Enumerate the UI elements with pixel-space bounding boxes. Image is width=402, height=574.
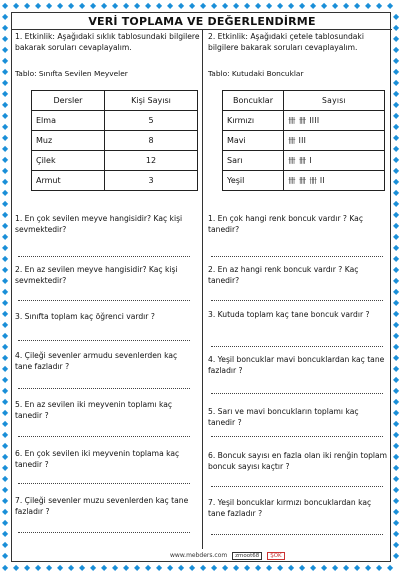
border-ornament-icon: ◆ bbox=[101, 1, 108, 10]
border-ornament-icon: ◆ bbox=[299, 1, 306, 10]
table-cell: Çilek bbox=[32, 151, 105, 171]
border-ornament-icon: ◆ bbox=[2, 441, 9, 450]
border-ornament-icon: ◆ bbox=[123, 563, 130, 572]
table-row bbox=[223, 131, 385, 151]
border-ornament-icon: ◆ bbox=[393, 89, 400, 98]
tally-marks: 卌 卌 IIII bbox=[284, 111, 385, 131]
border-ornament-icon: ◆ bbox=[233, 563, 240, 572]
border-ornament-icon: ◆ bbox=[57, 563, 64, 572]
question-left-4: 4. Çileği sevenler armudu sevenlerden kaç tane fazladır ? bbox=[15, 351, 178, 371]
table-2-caption: Tablo: Kutudaki Boncuklar bbox=[208, 69, 304, 78]
border-ornament-icon: ◆ bbox=[156, 1, 163, 10]
border-ornament-icon: ◆ bbox=[393, 331, 400, 340]
border-ornament-icon: ◆ bbox=[288, 563, 295, 572]
border-ornament-icon: ◆ bbox=[266, 563, 273, 572]
border-ornament-icon: ◆ bbox=[393, 34, 400, 43]
border-ornament-icon: ◆ bbox=[2, 177, 9, 186]
border-ornament-icon: ◆ bbox=[2, 551, 9, 560]
border-ornament-icon: ◆ bbox=[211, 563, 218, 572]
question-left-3: 3. Sınıfta toplam kaç öğrenci vardır ? bbox=[15, 312, 155, 321]
table-cell: Sarı bbox=[223, 151, 284, 171]
border-ornament-icon: ◆ bbox=[393, 144, 400, 153]
border-ornament-icon: ◆ bbox=[2, 331, 9, 340]
question-left-2: 2. En az sevilen meyve hangisidir? Kaç kişi sevmektedir? bbox=[15, 265, 178, 285]
border-ornament-icon: ◆ bbox=[2, 419, 9, 428]
question-right-6: 6. Boncuk sayısı en fazla olan iki renğin toplam boncuk sayısı kaçtır ? bbox=[208, 451, 388, 471]
border-ornament-icon: ◆ bbox=[90, 1, 97, 10]
border-ornament-icon: ◆ bbox=[79, 563, 86, 572]
border-ornament-icon: ◆ bbox=[2, 232, 9, 241]
border-ornament-icon: ◆ bbox=[13, 1, 20, 10]
right-column bbox=[208, 31, 394, 191]
border-ornament-icon: ◆ bbox=[376, 1, 383, 10]
border-ornament-icon: ◆ bbox=[112, 1, 119, 10]
table-cell: 3 bbox=[105, 171, 198, 191]
border-ornament-icon: ◆ bbox=[277, 1, 284, 10]
border-ornament-icon: ◆ bbox=[2, 529, 9, 538]
table-1-caption: Tablo: Sınıfta Sevilen Meyveler bbox=[15, 69, 128, 78]
border-ornament-icon: ◆ bbox=[393, 309, 400, 318]
border-ornament-icon: ◆ bbox=[2, 276, 9, 285]
question-right-1: 1. En çok hangi renk boncuk vardır ? Kaç tanedir? bbox=[208, 214, 363, 234]
answer-line[interactable] bbox=[211, 436, 383, 437]
table-cell: 12 bbox=[105, 151, 198, 171]
border-ornament-icon: ◆ bbox=[393, 496, 400, 505]
border-ornament-icon: ◆ bbox=[35, 563, 42, 572]
question-right-5: 5. Sarı ve mavi boncukların toplamı kaç tanedir ? bbox=[208, 407, 359, 427]
question-right-7: 7. Yeşil boncuklar kırmızı boncuklardan kaç tane fazladır ? bbox=[208, 498, 372, 518]
border-ornament-icon: ◆ bbox=[79, 1, 86, 10]
border-ornament-icon: ◆ bbox=[393, 551, 400, 560]
border-ornament-icon: ◆ bbox=[393, 342, 400, 351]
fruit-frequency-table bbox=[31, 90, 198, 191]
border-ornament-icon: ◆ bbox=[2, 496, 9, 505]
border-ornament-icon: ◆ bbox=[145, 1, 152, 10]
border-ornament-icon: ◆ bbox=[2, 309, 9, 318]
border-ornament-icon: ◆ bbox=[2, 166, 9, 175]
table-cell: 8 bbox=[105, 131, 198, 151]
table-header: Boncuklar bbox=[223, 91, 284, 111]
border-ornament-icon: ◆ bbox=[2, 78, 9, 87]
border-ornament-icon: ◆ bbox=[393, 441, 400, 450]
border-ornament-icon: ◆ bbox=[46, 563, 53, 572]
border-ornament-icon: ◆ bbox=[393, 485, 400, 494]
border-ornament-icon: ◆ bbox=[2, 386, 9, 395]
border-ornament-icon: ◆ bbox=[2, 507, 9, 516]
table-row bbox=[223, 171, 385, 191]
answer-line[interactable] bbox=[18, 388, 190, 389]
border-ornament-icon: ◆ bbox=[365, 1, 372, 10]
border-ornament-icon: ◆ bbox=[393, 56, 400, 65]
border-ornament-icon: ◆ bbox=[393, 188, 400, 197]
table-row bbox=[32, 151, 198, 171]
border-ornament-icon: ◆ bbox=[167, 1, 174, 10]
border-ornament-icon: ◆ bbox=[393, 254, 400, 263]
border-ornament-icon: ◆ bbox=[2, 397, 9, 406]
border-ornament-icon: ◆ bbox=[393, 199, 400, 208]
border-ornament-icon: ◆ bbox=[90, 563, 97, 572]
border-ornament-icon: ◆ bbox=[376, 563, 383, 572]
tally-marks: 卌 III bbox=[284, 131, 385, 151]
border-ornament-icon: ◆ bbox=[178, 563, 185, 572]
border-ornament-icon: ◆ bbox=[387, 1, 394, 10]
border-ornament-icon: ◆ bbox=[167, 563, 174, 572]
border-ornament-icon: ◆ bbox=[2, 563, 9, 572]
answer-line[interactable] bbox=[18, 532, 190, 533]
border-ornament-icon: ◆ bbox=[2, 1, 9, 10]
border-ornament-icon: ◆ bbox=[2, 210, 9, 219]
tally-marks: 卌 卌 卌 II bbox=[284, 171, 385, 191]
border-ornament-icon: ◆ bbox=[343, 563, 350, 572]
border-ornament-icon: ◆ bbox=[393, 353, 400, 362]
border-ornament-icon: ◆ bbox=[2, 320, 9, 329]
border-ornament-icon: ◆ bbox=[2, 23, 9, 32]
column-divider bbox=[202, 29, 203, 549]
border-ornament-icon: ◆ bbox=[393, 408, 400, 417]
table-cell: Armut bbox=[32, 171, 105, 191]
border-ornament-icon: ◆ bbox=[393, 265, 400, 274]
table-header-row bbox=[223, 91, 385, 111]
table-cell: Muz bbox=[32, 131, 105, 151]
border-ornament-icon: ◆ bbox=[13, 563, 20, 572]
border-ornament-icon: ◆ bbox=[123, 1, 130, 10]
border-ornament-icon: ◆ bbox=[393, 177, 400, 186]
border-ornament-icon: ◆ bbox=[2, 474, 9, 483]
border-ornament-icon: ◆ bbox=[393, 45, 400, 54]
border-ornament-icon: ◆ bbox=[2, 254, 9, 263]
border-ornament-icon: ◆ bbox=[101, 563, 108, 572]
border-ornament-icon: ◆ bbox=[2, 122, 9, 131]
answer-line[interactable] bbox=[211, 534, 383, 535]
border-ornament-icon: ◆ bbox=[2, 353, 9, 362]
border-ornament-icon: ◆ bbox=[200, 1, 207, 10]
table-header: Kişi Sayısı bbox=[105, 91, 198, 111]
border-ornament-icon: ◆ bbox=[244, 563, 251, 572]
border-ornament-icon: ◆ bbox=[393, 221, 400, 230]
border-ornament-icon: ◆ bbox=[299, 563, 306, 572]
bead-tally-table bbox=[222, 90, 385, 191]
border-ornament-icon: ◆ bbox=[393, 452, 400, 461]
border-ornament-icon: ◆ bbox=[2, 199, 9, 208]
border-ornament-icon: ◆ bbox=[233, 1, 240, 10]
border-ornament-icon: ◆ bbox=[354, 1, 361, 10]
answer-line[interactable] bbox=[18, 256, 190, 257]
table-row bbox=[223, 151, 385, 171]
answer-line[interactable] bbox=[211, 256, 383, 257]
border-ornament-icon: ◆ bbox=[393, 386, 400, 395]
border-ornament-icon: ◆ bbox=[2, 144, 9, 153]
border-ornament-icon: ◆ bbox=[255, 1, 262, 10]
activity-1-intro: 1. Etkinlik: Aşağıdaki sıklık tablosundaki bilgilere bakarak soruları cevaplayalım. bbox=[15, 32, 200, 52]
question-left-1: 1. En çok sevilen meyve hangisidir? Kaç kişi sevmektedir? bbox=[15, 214, 183, 234]
border-ornament-icon: ◆ bbox=[2, 364, 9, 373]
answer-line[interactable] bbox=[211, 300, 383, 301]
border-ornament-icon: ◆ bbox=[68, 1, 75, 10]
border-ornament-icon: ◆ bbox=[2, 67, 9, 76]
footer-site[interactable]: www.mebders.com bbox=[170, 552, 228, 559]
tally-marks: 卌 卌 I bbox=[284, 151, 385, 171]
border-ornament-icon: ◆ bbox=[244, 1, 251, 10]
border-ornament-icon: ◆ bbox=[134, 1, 141, 10]
border-ornament-icon: ◆ bbox=[393, 540, 400, 549]
border-ornament-icon: ◆ bbox=[2, 34, 9, 43]
border-ornament-icon: ◆ bbox=[365, 563, 372, 572]
border-ornament-icon: ◆ bbox=[354, 563, 361, 572]
answer-line[interactable] bbox=[18, 300, 190, 301]
table-cell: 5 bbox=[105, 111, 198, 131]
answer-line[interactable] bbox=[18, 436, 190, 437]
question-right-4: 4. Yeşil boncuklar mavi boncuklardan kaç tane fazladır ? bbox=[208, 355, 385, 375]
border-ornament-icon: ◆ bbox=[2, 56, 9, 65]
border-ornament-icon: ◆ bbox=[393, 287, 400, 296]
border-ornament-icon: ◆ bbox=[2, 188, 9, 197]
table-row bbox=[223, 111, 385, 131]
border-ornament-icon: ◆ bbox=[46, 1, 53, 10]
answer-line[interactable] bbox=[211, 486, 383, 487]
table-header: Dersler bbox=[32, 91, 105, 111]
border-ornament-icon: ◆ bbox=[393, 364, 400, 373]
border-ornament-icon: ◆ bbox=[393, 23, 400, 32]
border-ornament-icon: ◆ bbox=[2, 430, 9, 439]
border-ornament-icon: ◆ bbox=[2, 518, 9, 527]
border-ornament-icon: ◆ bbox=[393, 298, 400, 307]
left-column bbox=[15, 31, 201, 191]
question-right-3: 3. Kutuda toplam kaç tane boncuk vardır ? bbox=[208, 310, 370, 319]
border-ornament-icon: ◆ bbox=[393, 430, 400, 439]
border-ornament-icon: ◆ bbox=[112, 563, 119, 572]
border-ornament-icon: ◆ bbox=[24, 1, 31, 10]
answer-line[interactable] bbox=[211, 393, 383, 394]
border-ornament-icon: ◆ bbox=[2, 408, 9, 417]
border-ornament-icon: ◆ bbox=[393, 210, 400, 219]
border-ornament-icon: ◆ bbox=[393, 166, 400, 175]
table-row bbox=[32, 171, 198, 191]
border-ornament-icon: ◆ bbox=[2, 155, 9, 164]
border-ornament-icon: ◆ bbox=[2, 100, 9, 109]
border-ornament-icon: ◆ bbox=[255, 563, 262, 572]
border-ornament-icon: ◆ bbox=[2, 89, 9, 98]
table-cell: Kırmızı bbox=[223, 111, 284, 131]
border-ornament-icon: ◆ bbox=[393, 133, 400, 142]
border-ornament-icon: ◆ bbox=[393, 507, 400, 516]
footer-logo: ŞÖK bbox=[267, 552, 284, 560]
border-ornament-icon: ◆ bbox=[393, 474, 400, 483]
table-cell: Mavi bbox=[223, 131, 284, 151]
border-ornament-icon: ◆ bbox=[134, 563, 141, 572]
question-right-2: 2. En az hangi renk boncuk vardır ? Kaç tanedir? bbox=[208, 265, 359, 285]
border-ornament-icon: ◆ bbox=[2, 133, 9, 142]
border-ornament-icon: ◆ bbox=[2, 45, 9, 54]
border-ornament-icon: ◆ bbox=[393, 155, 400, 164]
border-ornament-icon: ◆ bbox=[393, 67, 400, 76]
border-ornament-icon: ◆ bbox=[393, 78, 400, 87]
border-ornament-icon: ◆ bbox=[288, 1, 295, 10]
table-row bbox=[32, 111, 198, 131]
border-ornament-icon: ◆ bbox=[321, 1, 328, 10]
answer-line[interactable] bbox=[18, 483, 190, 484]
border-ornament-icon: ◆ bbox=[145, 563, 152, 572]
border-ornament-icon: ◆ bbox=[393, 419, 400, 428]
border-ornament-icon: ◆ bbox=[178, 1, 185, 10]
footer bbox=[170, 552, 285, 560]
table-header-row bbox=[32, 91, 198, 111]
border-ornament-icon: ◆ bbox=[277, 563, 284, 572]
border-ornament-icon: ◆ bbox=[393, 276, 400, 285]
border-ornament-icon: ◆ bbox=[2, 243, 9, 252]
border-ornament-icon: ◆ bbox=[393, 529, 400, 538]
border-ornament-icon: ◆ bbox=[2, 375, 9, 384]
border-ornament-icon: ◆ bbox=[2, 452, 9, 461]
border-ornament-icon: ◆ bbox=[189, 563, 196, 572]
page-title: VERİ TOPLAMA VE DEĞERLENDİRME bbox=[88, 15, 316, 28]
border-ornament-icon: ◆ bbox=[2, 221, 9, 230]
border-ornament-icon: ◆ bbox=[332, 563, 339, 572]
border-ornament-icon: ◆ bbox=[2, 12, 9, 21]
border-ornament-icon: ◆ bbox=[266, 1, 273, 10]
table-header: Sayısı bbox=[284, 91, 385, 111]
border-ornament-icon: ◆ bbox=[2, 265, 9, 274]
border-ornament-icon: ◆ bbox=[35, 1, 42, 10]
border-ornament-icon: ◆ bbox=[393, 232, 400, 241]
answer-line[interactable] bbox=[18, 340, 190, 341]
border-ornament-icon: ◆ bbox=[2, 342, 9, 351]
border-ornament-icon: ◆ bbox=[393, 397, 400, 406]
border-ornament-icon: ◆ bbox=[393, 12, 400, 21]
table-cell: Yeşil bbox=[223, 171, 284, 191]
border-ornament-icon: ◆ bbox=[321, 563, 328, 572]
border-ornament-icon: ◆ bbox=[200, 563, 207, 572]
border-ornament-icon: ◆ bbox=[393, 320, 400, 329]
border-ornament-icon: ◆ bbox=[222, 563, 229, 572]
border-ornament-icon: ◆ bbox=[2, 111, 9, 120]
border-ornament-icon: ◆ bbox=[156, 563, 163, 572]
table-row bbox=[32, 131, 198, 151]
border-ornament-icon: ◆ bbox=[189, 1, 196, 10]
border-ornament-icon: ◆ bbox=[24, 563, 31, 572]
border-ornament-icon: ◆ bbox=[68, 563, 75, 572]
border-ornament-icon: ◆ bbox=[2, 485, 9, 494]
border-ornament-icon: ◆ bbox=[393, 375, 400, 384]
border-ornament-icon: ◆ bbox=[211, 1, 218, 10]
border-ornament-icon: ◆ bbox=[343, 1, 350, 10]
border-ornament-icon: ◆ bbox=[387, 563, 394, 572]
answer-line[interactable] bbox=[211, 346, 383, 347]
border-ornament-icon: ◆ bbox=[310, 1, 317, 10]
footer-badge: zmoot68 bbox=[232, 552, 262, 560]
border-ornament-icon: ◆ bbox=[222, 1, 229, 10]
border-ornament-icon: ◆ bbox=[332, 1, 339, 10]
question-left-5: 5. En az sevilen iki meyvenin toplamı kaç tanedir ? bbox=[15, 400, 173, 420]
border-ornament-icon: ◆ bbox=[393, 518, 400, 527]
border-ornament-icon: ◆ bbox=[2, 540, 9, 549]
activity-2-intro: 2. Etkinlik: Aşağıdaki çetele tablosundaki bilgilere bakarak soruları cevaplayalım. bbox=[208, 32, 364, 52]
border-ornament-icon: ◆ bbox=[2, 463, 9, 472]
border-ornament-icon: ◆ bbox=[393, 111, 400, 120]
border-ornament-icon: ◆ bbox=[393, 463, 400, 472]
border-ornament-icon: ◆ bbox=[2, 298, 9, 307]
question-left-6: 6. En çok sevilen iki meyvenin toplama kaç tanedir ? bbox=[15, 449, 180, 469]
border-ornament-icon: ◆ bbox=[57, 1, 64, 10]
question-left-7: 7. Çileği sevenler muzu sevenlerden kaç tane fazladır ? bbox=[15, 496, 189, 516]
border-ornament-icon: ◆ bbox=[393, 243, 400, 252]
table-cell: Elma bbox=[32, 111, 105, 131]
worksheet bbox=[11, 12, 391, 562]
border-ornament-icon: ◆ bbox=[2, 287, 9, 296]
border-ornament-icon: ◆ bbox=[310, 563, 317, 572]
border-ornament-icon: ◆ bbox=[393, 100, 400, 109]
border-ornament-icon: ◆ bbox=[393, 122, 400, 131]
